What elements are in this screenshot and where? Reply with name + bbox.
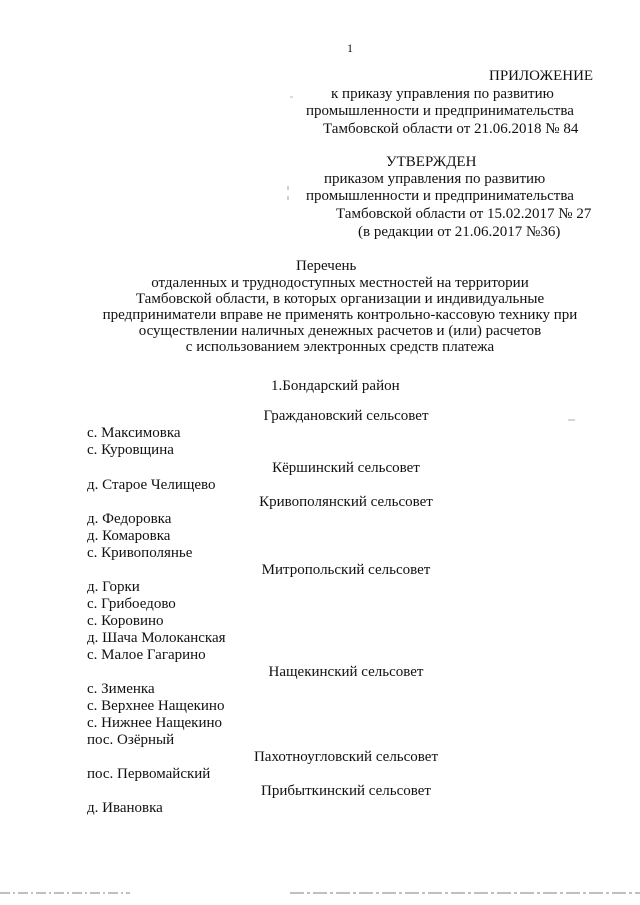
list-description-line: с использованием электронных средств платежа (185, 339, 495, 355)
settlement-item: д. Комаровка (87, 528, 171, 544)
council-title: Нащекинский сельсовет (268, 664, 424, 680)
list-description-line: осуществлении наличных денежных расчетов и (или) расчетов (138, 323, 542, 339)
appendix-line: Тамбовской области от 21.06.2018 № 84 (323, 121, 579, 137)
settlement-item: д. Горки (87, 579, 140, 595)
settlement-item: д. Ивановка (87, 800, 163, 816)
settlement-item: с. Зименка (87, 681, 155, 697)
settlement-item: пос. Первомайский (87, 766, 211, 782)
appendix-line: промышленности и предпринимательства (306, 103, 574, 119)
settlement-item: с. Коровино (87, 613, 164, 629)
settlement-item: с. Кривополянье (87, 545, 193, 561)
settlement-item: с. Малое Гагарино (87, 647, 206, 663)
approved-line: Тамбовской области от 15.02.2017 № 27 (336, 206, 592, 222)
settlement-item: пос. Озёрный (87, 732, 175, 748)
approved-line: (в редакции от 21.06.2017 №36) (358, 224, 561, 240)
council-title: Митропольский сельсовет (261, 562, 431, 578)
council-title: Кривополянский сельсовет (259, 494, 433, 510)
council-title: Прибыткинский сельсовет (261, 783, 431, 799)
approved-title: УТВЕРЖДЕН (386, 154, 477, 170)
council-title: Пахотноугловский сельсовет (253, 749, 439, 765)
settlement-item: д. Шача Молоканская (87, 630, 226, 646)
settlement-item: с. Куровщина (87, 442, 174, 458)
list-description-line: предприниматели вправе не применять контрольно-кассовую технику при (102, 307, 578, 323)
settlement-item: с. Нижнее Нащекино (87, 715, 223, 731)
approved-line: промышленности и предпринимательства (306, 188, 574, 204)
appendix-line: к приказу управления по развитию (331, 86, 554, 102)
district-title: 1.Бондарский район (271, 378, 400, 394)
settlement-item: с. Грибоедово (87, 596, 176, 612)
council-title: Граждановский сельсовет (263, 408, 429, 424)
settlement-item: с. Верхнее Нащекино (87, 698, 225, 714)
list-title: Перечень (296, 258, 357, 274)
settlement-item: д. Старое Челищево (87, 477, 216, 493)
appendix-title: ПРИЛОЖЕНИЕ (489, 68, 594, 84)
list-description-line: Тамбовской области, в которых организации и индивидуальные (135, 291, 545, 307)
page-number: 1 (347, 41, 353, 55)
approved-line: приказом управления по развитию (324, 171, 546, 187)
council-title: Кёршинский сельсовет (272, 460, 420, 476)
list-description-line: отдаленных и труднодоступных местностей на территории (151, 275, 529, 291)
settlement-item: д. Федоровка (87, 511, 172, 527)
list-description (100, 275, 580, 355)
settlement-item: с. Максимовка (87, 425, 181, 441)
